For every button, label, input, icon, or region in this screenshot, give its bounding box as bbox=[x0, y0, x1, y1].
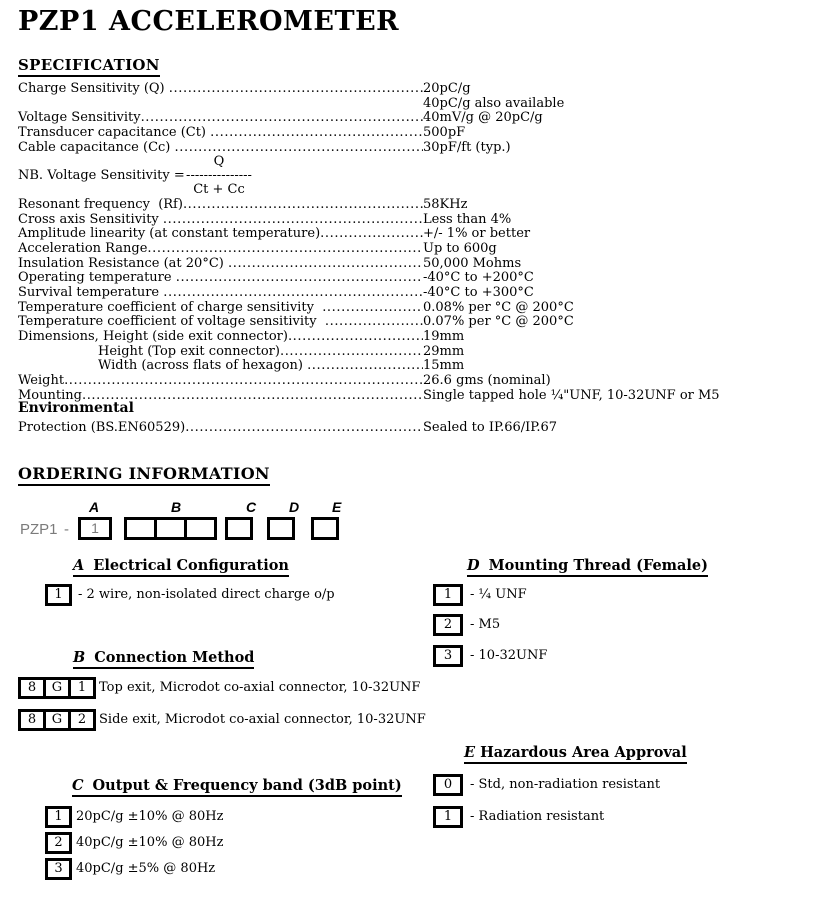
spec-label: Cable capacitance (Cc) bbox=[18, 139, 175, 155]
section-b-title: Connection Method bbox=[94, 649, 255, 666]
spec-value: 15mm bbox=[423, 358, 465, 374]
section-e-heading bbox=[464, 744, 687, 764]
spec-value: 0.08% per °C @ 200°C bbox=[423, 299, 574, 315]
spec-label: Temperature coefficient of voltage sensitivity bbox=[18, 314, 325, 330]
spec-row-operating-temperature bbox=[18, 271, 807, 286]
option-box-e1: 0 bbox=[433, 774, 463, 796]
section-b-heading bbox=[73, 649, 254, 669]
dot-leader bbox=[228, 257, 423, 272]
spec-label: Mounting bbox=[18, 387, 82, 403]
option-cell: 1 bbox=[68, 677, 96, 699]
spec-row-mounting bbox=[18, 389, 807, 404]
spec-value: -40°C to +300°C bbox=[423, 285, 534, 301]
section-a-heading bbox=[73, 557, 289, 577]
dot-leader bbox=[163, 213, 423, 228]
dot-leader bbox=[183, 198, 423, 213]
option-box-c3: 3 bbox=[45, 858, 72, 880]
voltage-sensitivity-formula bbox=[18, 155, 807, 198]
section-e-letter: E bbox=[464, 744, 476, 761]
spec-row-charge-sensitivity bbox=[18, 82, 807, 97]
spec-label: Charge Sensitivity (Q) bbox=[18, 81, 169, 96]
option-text-d2: - M5 bbox=[470, 617, 501, 632]
dot-leader bbox=[320, 227, 423, 242]
spec-row-dimensions-height-side bbox=[18, 330, 807, 345]
code-cell bbox=[154, 517, 187, 540]
spec-label: Height (Top exit connector) bbox=[98, 343, 280, 359]
section-a-letter: A bbox=[73, 557, 85, 574]
spec-row-weight bbox=[18, 374, 807, 389]
specification-heading: SPECIFICATION bbox=[18, 56, 160, 77]
option-box-a1: 1 bbox=[45, 584, 72, 606]
option-cell: G bbox=[43, 677, 71, 699]
spec-value: Up to 600g bbox=[423, 241, 497, 257]
spec-label: Resonant frequency (Rf) bbox=[18, 197, 183, 213]
spec-row-dimensions-width bbox=[18, 359, 807, 374]
dot-leader bbox=[280, 345, 423, 360]
diagram-label-d: D bbox=[289, 499, 300, 515]
spec-label: Transducer capacitance (Ct) bbox=[18, 124, 211, 140]
spec-row-survival-temperature bbox=[18, 286, 807, 301]
dot-leader bbox=[141, 111, 423, 126]
dot-leader bbox=[175, 141, 423, 156]
dot-leader bbox=[322, 301, 423, 316]
dot-leader bbox=[64, 374, 423, 389]
spec-row-cable-capacitance bbox=[18, 141, 807, 156]
spec-label: Operating temperature bbox=[18, 270, 176, 286]
spec-label: Voltage Sensitivity bbox=[18, 110, 141, 126]
spec-value: 19mm bbox=[423, 328, 465, 344]
ordering-heading: ORDERING INFORMATION bbox=[18, 464, 270, 486]
option-text-a1: - 2 wire, non-isolated direct charge o/p bbox=[78, 587, 335, 602]
dot-leader bbox=[185, 421, 423, 436]
section-c-letter: C bbox=[72, 777, 84, 794]
spec-row-protection bbox=[18, 421, 807, 436]
spec-row-temp-coeff-voltage bbox=[18, 315, 807, 330]
spec-row-temp-coeff-charge bbox=[18, 301, 807, 316]
section-b-letter: B bbox=[73, 649, 86, 666]
spec-value: 20pC/g bbox=[423, 81, 471, 96]
spec-row-cross-axis bbox=[18, 213, 807, 228]
option-box-b1-group bbox=[18, 677, 96, 699]
dot-leader bbox=[288, 330, 423, 345]
option-box-c2: 2 bbox=[45, 832, 72, 854]
option-text-b2: Side exit, Microdot co-axial connector, 10-32UNF bbox=[99, 712, 426, 727]
formula-divider: --------------- bbox=[186, 168, 252, 184]
spec-label: Temperature coefficient of charge sensitivity bbox=[18, 299, 323, 315]
page-title: PZP1 ACCELEROMETER bbox=[18, 6, 400, 37]
model-prefix: PZP1 bbox=[20, 521, 58, 538]
model-separator: - bbox=[64, 521, 69, 538]
spec-label: Width (across flats of hexagon) bbox=[98, 358, 308, 374]
option-box-d3: 3 bbox=[433, 645, 463, 667]
code-box-e bbox=[311, 517, 339, 540]
spec-value: Less than 4% bbox=[423, 211, 512, 227]
spec-value: 29mm bbox=[423, 343, 465, 359]
option-text-d1: - ¼ UNF bbox=[470, 587, 527, 602]
section-d-heading bbox=[467, 557, 708, 577]
spec-value: -40°C to +200°C bbox=[423, 270, 534, 286]
option-text-d3: - 10-32UNF bbox=[470, 648, 548, 663]
option-box-e2: 1 bbox=[433, 806, 463, 828]
dot-leader bbox=[176, 271, 423, 286]
spec-value: 30pF/ft (typ.) bbox=[423, 139, 511, 155]
spec-value: 500pF bbox=[423, 124, 466, 140]
section-a-title: Electrical Configuration bbox=[93, 557, 289, 574]
code-box-d bbox=[267, 517, 295, 540]
section-d-letter: D bbox=[467, 557, 480, 574]
spec-label: Cross axis Sensitivity bbox=[18, 211, 163, 227]
spec-row-transducer-capacitance bbox=[18, 126, 807, 141]
formula-numerator: Q bbox=[213, 154, 225, 170]
code-cell bbox=[184, 517, 217, 540]
code-box-a: 1 bbox=[78, 517, 112, 540]
diagram-label-e: E bbox=[332, 499, 342, 515]
section-e-title: Hazardous Area Approval bbox=[480, 744, 687, 761]
diagram-label-b: B bbox=[171, 499, 182, 515]
formula-prefix: NB. Voltage Sensitivity = bbox=[18, 168, 185, 184]
option-box-d2: 2 bbox=[433, 614, 463, 636]
formula-denominator: Ct + Cc bbox=[193, 182, 245, 198]
code-box-b-group bbox=[124, 517, 217, 540]
section-c-heading bbox=[72, 777, 402, 797]
code-cell bbox=[124, 517, 157, 540]
dot-leader bbox=[210, 126, 423, 141]
dot-leader bbox=[18, 97, 423, 112]
spec-row-charge-sensitivity-alt bbox=[18, 97, 807, 112]
spec-label: Protection (BS.EN60529) bbox=[18, 420, 186, 435]
option-text-e1: - Std, non-radiation resistant bbox=[470, 777, 661, 792]
option-cell: 8 bbox=[18, 677, 46, 699]
dot-leader bbox=[147, 242, 423, 257]
dot-leader bbox=[325, 315, 423, 330]
spec-value: 40pC/g also available bbox=[423, 95, 565, 111]
option-box-d1: 1 bbox=[433, 584, 463, 606]
spec-label: Dimensions, Height (side exit connector) bbox=[18, 328, 288, 344]
option-cell: G bbox=[43, 709, 71, 731]
code-box-c bbox=[225, 517, 253, 540]
diagram-label-a: A bbox=[89, 499, 100, 515]
section-c-title: Output & Frequency band (3dB point) bbox=[92, 777, 402, 794]
spec-row-dimensions-height-top bbox=[18, 345, 807, 360]
spec-value: Single tapped hole ¼"UNF, 10-32UNF or M5 bbox=[423, 387, 720, 403]
option-cell: 8 bbox=[18, 709, 46, 731]
dot-leader bbox=[163, 286, 423, 301]
spec-label: Insulation Resistance (at 20°C) bbox=[18, 255, 228, 271]
dot-leader bbox=[169, 82, 423, 97]
spec-row-amplitude-linearity bbox=[18, 227, 807, 242]
spec-label: Amplitude linearity (at constant temperature) bbox=[18, 226, 321, 242]
diagram-label-c: C bbox=[246, 499, 257, 515]
spec-label: Survival temperature bbox=[18, 285, 164, 301]
formula-fraction bbox=[180, 155, 258, 197]
environmental-heading: Environmental bbox=[18, 400, 134, 416]
spec-row-acceleration-range bbox=[18, 242, 807, 257]
spec-row-insulation-resistance bbox=[18, 257, 807, 272]
spec-value: 40mV/g @ 20pC/g bbox=[423, 110, 543, 126]
spec-value: 0.07% per °C @ 200°C bbox=[423, 314, 574, 330]
option-cell: 2 bbox=[68, 709, 96, 731]
specification-list bbox=[18, 82, 807, 403]
option-box-b2-group bbox=[18, 709, 96, 731]
section-d-title: Mounting Thread (Female) bbox=[488, 557, 709, 574]
spec-value: +/- 1% or better bbox=[423, 226, 531, 242]
option-text-e2: - Radiation resistant bbox=[470, 809, 605, 824]
spec-value: 50,000 Mohms bbox=[423, 255, 522, 271]
spec-label: Acceleration Range bbox=[18, 241, 148, 257]
spec-value: Sealed to IP.66/IP.67 bbox=[423, 420, 558, 435]
option-text-c3: 40pC/g ±5% @ 80Hz bbox=[76, 861, 216, 876]
option-text-b1: Top exit, Microdot co-axial connector, 10-32UNF bbox=[99, 680, 421, 695]
dot-leader bbox=[307, 359, 423, 374]
spec-row-voltage-sensitivity bbox=[18, 111, 807, 126]
spec-row-resonant-frequency bbox=[18, 198, 807, 213]
spec-label: Weight bbox=[18, 372, 65, 388]
option-text-c1: 20pC/g ±10% @ 80Hz bbox=[76, 809, 224, 824]
option-text-c2: 40pC/g ±10% @ 80Hz bbox=[76, 835, 224, 850]
spec-value: 26.6 gms (nominal) bbox=[423, 372, 551, 388]
spec-value: 58KHz bbox=[423, 197, 468, 213]
option-box-c1: 1 bbox=[45, 806, 72, 828]
